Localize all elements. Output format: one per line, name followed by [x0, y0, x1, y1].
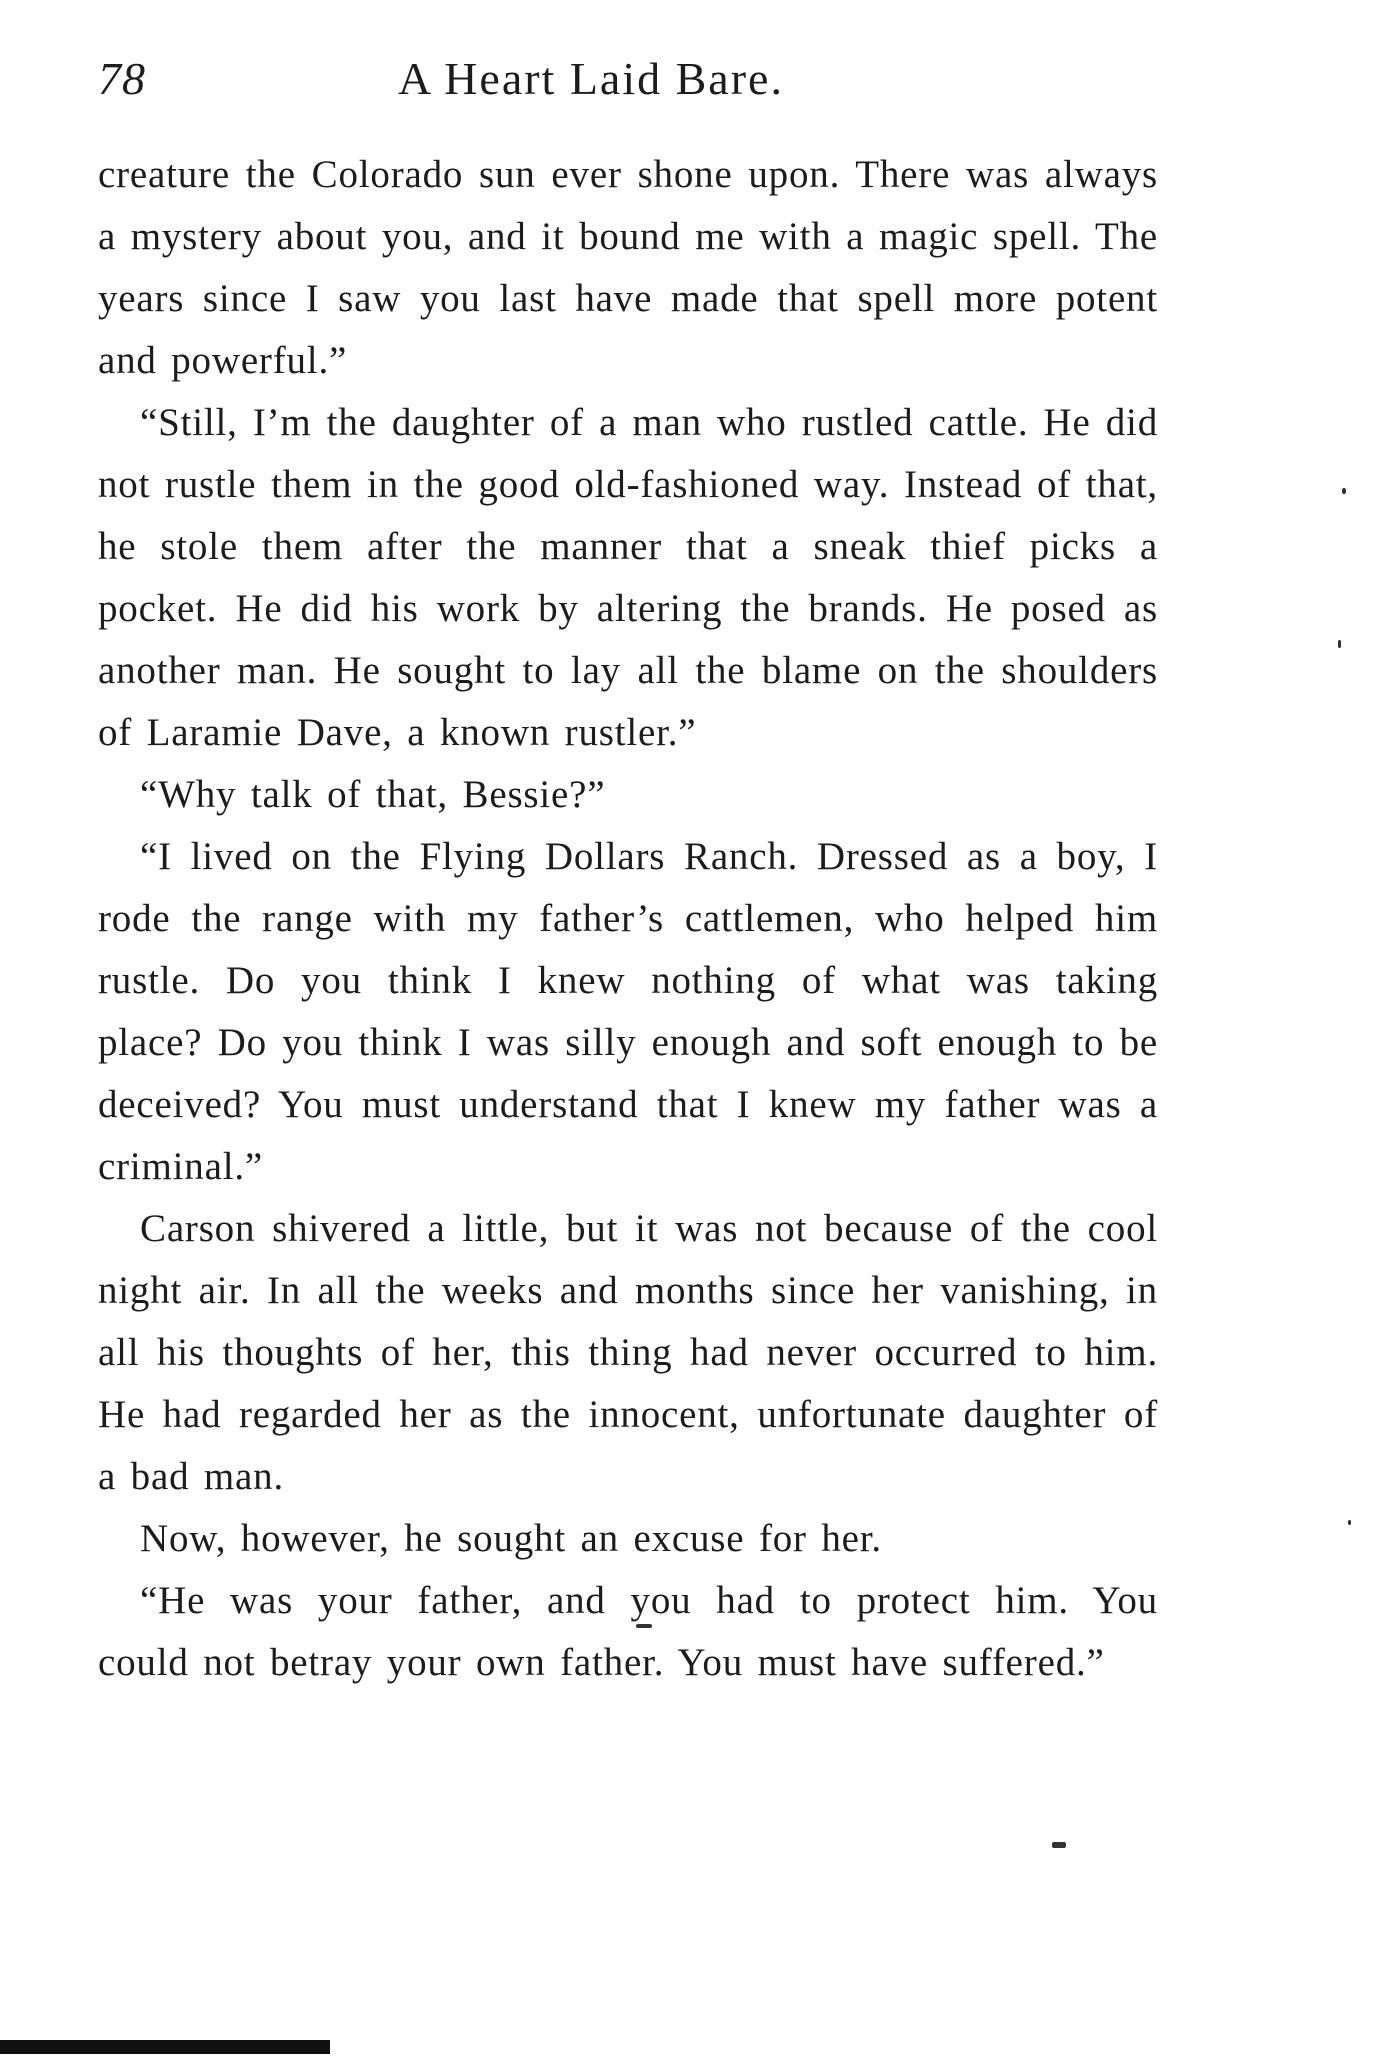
page-number: 78	[98, 53, 146, 104]
paragraph: “I lived on the Flying Dollars Ranch. Dressed as a boy, I rode the range with my father’s cattlemen, who helped him rustle. Do you think I knew nothing of what was taking place? Do you think I was silly enough and soft enough to be deceived? You must understand that I knew my father was a criminal.”	[98, 835, 1158, 1188]
paragraph: “He was your father, and you had to protect him. You could not betray your own father. You must have suffered.”	[98, 1579, 1158, 1684]
scan-speck	[1342, 488, 1346, 494]
scan-speck	[1338, 640, 1341, 648]
running-title: A Heart Laid Bare.	[398, 53, 784, 104]
paragraph: Now, however, he sought an excuse for her.	[140, 1517, 882, 1560]
paragraph: creature the Colorado sun ever shone upon. There was always a mystery about you, and it bound me with a magic spell. The years since I saw you last have made that spell more potent and powerful.”	[98, 153, 1158, 382]
paragraph: “Still, I’m the daughter of a man who rustled cattle. He did not rustle them in the good old-fashioned way. Instead of that, he stole them after the manner that a sneak thief picks a pocket. He did his work by altering the brands. He posed as another man. He sought to lay all the blame on the shoulders of Laramie Dave, a known rustler.”	[98, 401, 1158, 754]
scan-speck	[1052, 1842, 1066, 1848]
scan-speck	[1348, 1520, 1351, 1525]
paragraph: “Why talk of that, Bessie?”	[140, 773, 606, 816]
scan-edge-bar	[0, 2040, 330, 2054]
body-text	[98, 144, 1158, 1694]
page-header	[98, 52, 1158, 112]
paragraph: Carson shivered a little, but it was not because of the cool night air. In all the weeks and months since her vanishing, in all his thoughts of her, this thing had never occurred to him. He had regarded her as the innocent, unfortunate daughter of a bad man.	[98, 1207, 1158, 1498]
scan-speck	[636, 1624, 652, 1628]
